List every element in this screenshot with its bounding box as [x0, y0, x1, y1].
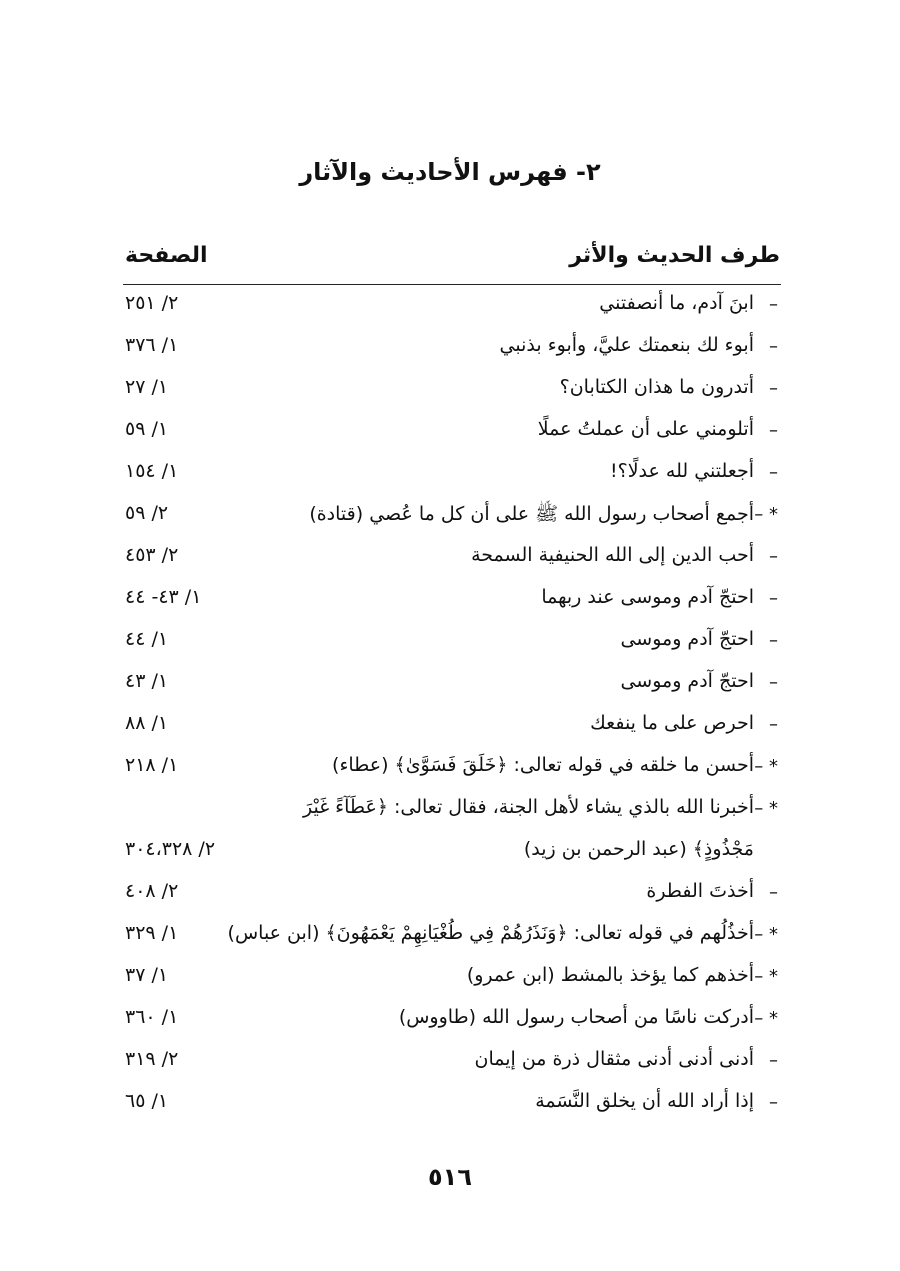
entry-page-ref: ٢/ ٤٥٣ — [125, 544, 179, 566]
index-entry — [0, 496, 900, 538]
entry-text: أخذتَ الفطرة — [646, 880, 754, 902]
entry-marker: – * — [754, 756, 778, 777]
entry-text: أتدرون ما هذان الكتابان؟ — [559, 376, 754, 398]
index-entry — [0, 706, 900, 748]
entry-marker: – — [769, 546, 778, 567]
entry-text: أجعلتني لله عدلًا؟! — [610, 460, 754, 482]
entry-page-ref: ١/ ٣٧٦ — [125, 334, 179, 356]
column-header-page: الصفحة — [125, 243, 208, 268]
entry-page-ref: ١/ ٣٧ — [125, 964, 169, 986]
index-entry — [0, 1084, 900, 1126]
entry-text: احتجّ آدم وموسى عند ربهما — [541, 586, 754, 608]
entry-text: احتجّ آدم وموسى — [620, 628, 754, 650]
entry-text: أخبرنا الله بالذي يشاء لأهل الجنة، فقال تعالى: ﴿عَطَآءً غَيْرَ — [302, 796, 754, 818]
index-entry — [0, 328, 900, 370]
entry-text: أحسن ما خلقه في قوله تعالى: ﴿خَلَقَ فَسَوَّىٰ﴾ (عطاء) — [332, 754, 754, 776]
entry-text: مَجْذُوذٍ﴾ (عبد الرحمن بن زيد) — [523, 838, 754, 860]
page-number: ٥١٦ — [428, 1163, 472, 1191]
entry-page-ref: ٢/ ٢٥١ — [125, 292, 179, 314]
entry-marker: – — [769, 588, 778, 609]
entry-page-ref: ١/ ٦٥ — [125, 1090, 169, 1112]
header-rule — [123, 284, 781, 285]
index-entry — [0, 958, 900, 1000]
entry-marker: – — [769, 714, 778, 735]
entry-page-ref: ٢/ ٣١٩ — [125, 1048, 179, 1070]
entry-marker: – — [769, 336, 778, 357]
index-entry — [0, 916, 900, 958]
page-title: ٢- فهرس الأحاديث والآثار — [299, 158, 601, 186]
index-entry — [0, 286, 900, 328]
index-entry — [0, 874, 900, 916]
entry-page-ref: ١/ ٨٨ — [125, 712, 169, 734]
entry-text: أتلومني على أن عملتُ عملًا — [537, 418, 754, 440]
index-entry — [0, 748, 900, 790]
entry-text: احرص على ما ينفعك — [590, 712, 754, 734]
entry-page-ref: ١/ ٣٢٩ — [125, 922, 179, 944]
index-entry — [0, 412, 900, 454]
entry-marker: – — [769, 1050, 778, 1071]
entry-marker: – — [769, 420, 778, 441]
entry-marker: – * — [754, 924, 778, 945]
entry-page-ref: ٢/ ٤٠٨ — [125, 880, 179, 902]
index-entry — [0, 454, 900, 496]
entry-marker: – — [769, 462, 778, 483]
entry-text: أجمع أصحاب رسول الله ﷺ على أن كل ما عُصي (قتادة) — [309, 503, 754, 525]
entry-text: أخذُلُهم في قوله تعالى: ﴿وَنَذَرُهُمْ فِي طُغْيَانِهِمْ يَعْمَهُونَ﴾ (ابن عباس) — [227, 922, 754, 944]
entry-page-ref: ٢/ ٣٠٤،٣٢٨ — [125, 838, 216, 860]
index-entry — [0, 790, 900, 832]
entry-marker: – * — [754, 1008, 778, 1029]
entry-text: أخذهم كما يؤخذ بالمشط (ابن عمرو) — [466, 964, 754, 986]
index-entry — [0, 1000, 900, 1042]
index-entry — [0, 1042, 900, 1084]
entry-page-ref: ١/ ٥٩ — [125, 418, 169, 440]
index-entry — [0, 370, 900, 412]
entry-marker: – — [769, 672, 778, 693]
index-entry — [0, 580, 900, 622]
index-entry — [0, 664, 900, 706]
entry-text: احتجّ آدم وموسى — [620, 670, 754, 692]
entry-text: أبوء لك بنعمتك عليَّ، وأبوء بذنبي — [499, 334, 754, 356]
entry-page-ref: ١/ ٤٣- ٤٤ — [125, 586, 202, 608]
index-entry — [0, 538, 900, 580]
entry-page-ref: ١/ ٤٣ — [125, 670, 169, 692]
entry-marker: – — [769, 630, 778, 651]
entry-page-ref: ١/ ٢١٨ — [125, 754, 179, 776]
entry-page-ref: ١/ ١٥٤ — [125, 460, 179, 482]
index-entry — [0, 622, 900, 664]
entry-page-ref: ١/ ٢٧ — [125, 376, 169, 398]
entry-text: إذا أراد الله أن يخلق النَّسَمة — [535, 1090, 754, 1112]
entry-marker: – — [769, 1092, 778, 1113]
entry-marker: – — [769, 294, 778, 315]
entry-marker: – * — [754, 966, 778, 987]
entry-marker: – — [769, 882, 778, 903]
entry-page-ref: ١/ ٤٤ — [125, 628, 169, 650]
entry-page-ref: ١/ ٣٦٠ — [125, 1006, 179, 1028]
entry-text: أدركت ناسًا من أصحاب رسول الله (طاووس) — [398, 1006, 754, 1028]
entry-text: ابنَ آدم، ما أنصفتني — [599, 292, 754, 314]
index-list — [0, 286, 900, 1126]
entry-marker: – — [769, 378, 778, 399]
entry-text: أحب الدين إلى الله الحنيفية السمحة — [471, 544, 754, 566]
entry-marker: – * — [754, 504, 778, 525]
column-header-text: طرف الحديث والأثر — [569, 243, 780, 268]
entry-page-ref: ٢/ ٥٩ — [125, 502, 169, 524]
entry-marker: – * — [754, 798, 778, 819]
entry-text: أدنى أدنى أدنى مثقال ذرة من إيمان — [474, 1048, 754, 1070]
index-entry — [0, 832, 900, 874]
